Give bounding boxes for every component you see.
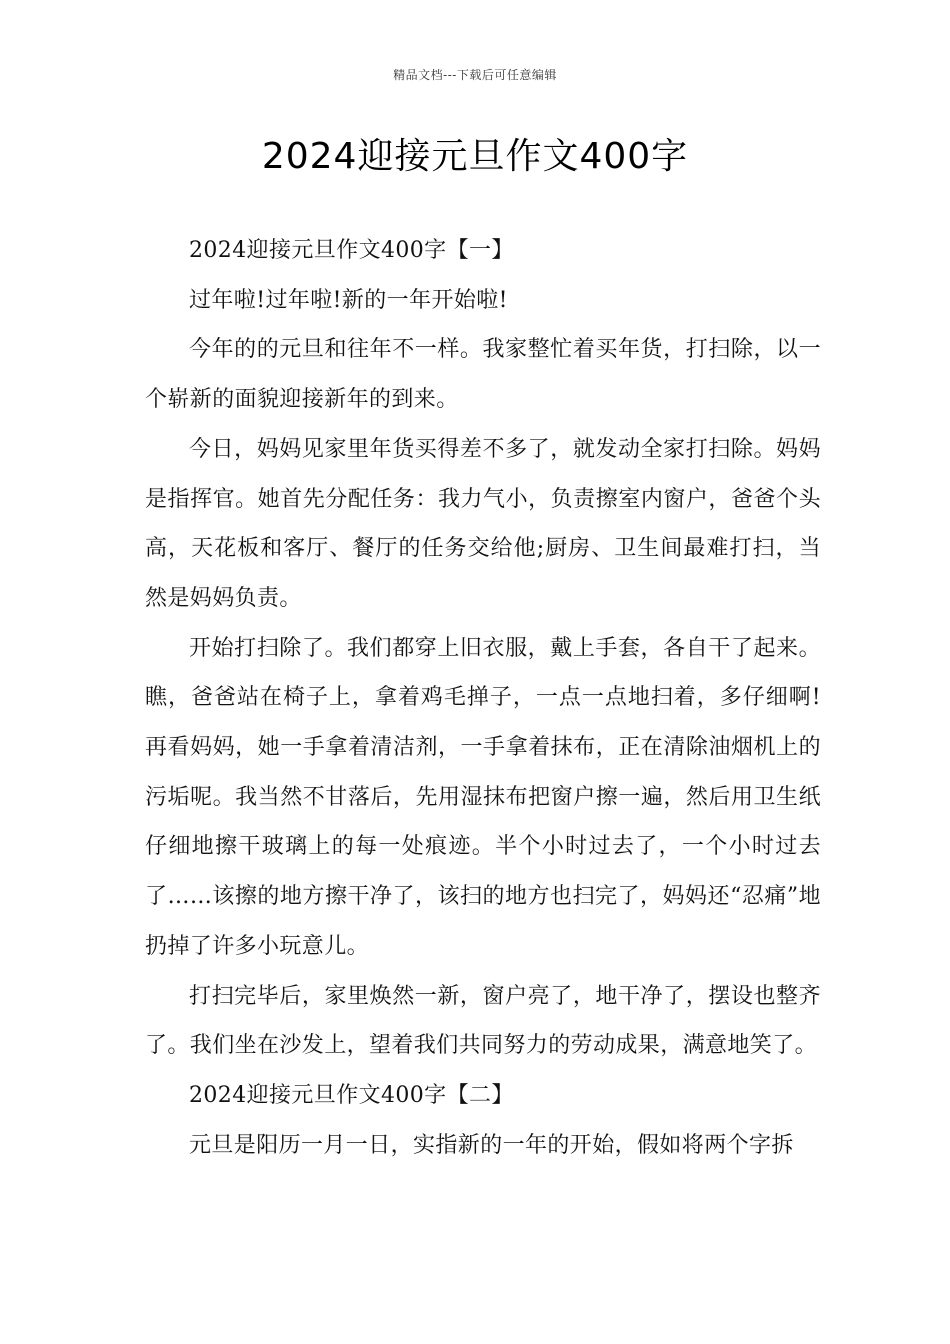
section-heading-1: 2024迎接元旦作文400字【一】 (189, 238, 514, 263)
paragraph: 打扫完毕后，家里焕然一新，窗户亮了，地干净了，摆设也整齐了。我们坐在沙发上，望着我们共同努力的劳动成果，满意地笑了。 (145, 983, 821, 1059)
paragraph: 开始打扫除了。我们都穿上旧衣服，戴上手套，各自干了起来。瞧，爸爸站在椅子上，拿着鸡毛掸子，一点一点地扫着，多仔细啊!再看妈妈，她一手拿着清洁剂，一手拿着抹布，正在清除油烟机上的污垢呢。我当然不甘落后，先用湿抹布把窗户擦一遍，然后用卫生纸仔细地擦干玻璃上的每一处痕迹。半个小时过去了，一个小时过去了……该擦的地方擦干净了，该扫的地方也扫完了，妈妈还“忍痛”地扔掉了许多小玩意儿。 (145, 635, 821, 959)
document-body (145, 226, 821, 1170)
paragraph: 今年的的元旦和往年不一样。我家整忙着买年货，打扫除，以一个崭新的面貌迎接新年的到来。 (145, 337, 821, 413)
paragraph: 过年啦!过年啦!新的一年开始啦! (189, 287, 508, 313)
section-heading-2: 2024迎接元旦作文400字【二】 (189, 1082, 514, 1108)
paragraph: 元旦是阳历一月一日，实指新的一年的开始，假如将两个字拆 (189, 1132, 794, 1158)
paragraph: 今日，妈妈见家里年货买得差不多了，就发动全家打扫除。妈妈是指挥官。她首先分配任务：我力气小，负责擦室内窗户，爸爸个头高，天花板和客厅、餐厅的任务交给他;厨房、卫生间最难打扫，当然是妈妈负责。 (145, 436, 821, 611)
document-title: 2024迎接元旦作文400字 (261, 136, 689, 177)
header-note: 精品文档---下载后可任意编辑 (393, 68, 557, 82)
